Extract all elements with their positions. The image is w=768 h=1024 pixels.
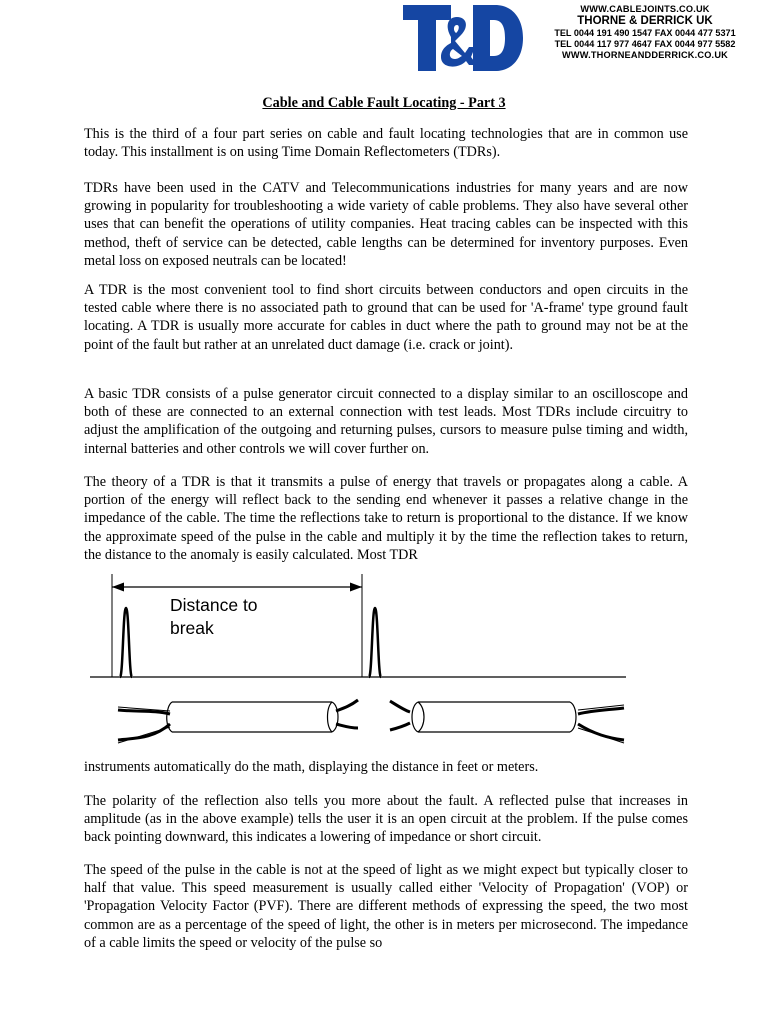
distance-label-line-1: Distance to (170, 595, 258, 615)
reflected-pulse (369, 608, 381, 677)
paragraph-4: A basic TDR consists of a pulse generator circuit connected to a display similar to an oscilloscope and both of these are connected to an external connection with test leads. Most TDRs include circuitry to adjust the amplification of the outgoing and returning pulses, cursors to measure pulse timing and width, internal batteries and other controls we will cover further on. (84, 386, 688, 457)
website-link-cablejoints[interactable]: WWW.CABLEJOINTS.CO.UK (580, 4, 710, 14)
paragraph-7: The polarity of the reflection also tells you more about the fault. A reflected pulse that increases in amplitude (as in the above example) tells the user it is an open circuit at the problem. If the pulse comes back pointing downward, this indicates a lowering of impedance or short circuit. (84, 793, 688, 846)
paragraph-1: This is the third of a four part series on cable and fault locating technologies that are in common use today. This installment is on using Time Domain Reflectometers (TDRs). (84, 126, 688, 161)
broken-wires-left (336, 700, 358, 728)
arrow-head-right (350, 583, 362, 592)
document-title: Cable and Cable Fault Locating - Part 3 (262, 95, 506, 111)
paragraph-3: A TDR is the most convenient tool to find short circuits between conductors and open circuits in the tested cable where there is no associated path to ground that can be used for 'A-frame' type ground fault locating. A TDR is usually more accurate for cables in duct where the path to ground may not be at the point of the fault but rather at an unrelated duct damage (i.e. crack or joint). (84, 282, 688, 353)
td-logo (403, 5, 523, 73)
phone-fax-line-2: TEL 0044 117 977 4647 FAX 0044 977 5582 (554, 39, 736, 49)
transmitted-pulse (120, 608, 132, 677)
paragraph-8: The speed of the pulse in the cable is not at the speed of light as we might expect but typically closer to half that value. This speed measurement is usually called either 'Velocity of Propagation' (VOP) or 'Propagation Velocity Factor (PVF). There are different methods of expressing the speed, the two most common are as a percentage of the speed of light, the other is in meters per microsecond. The impedance of a cable limits the speed or velocity of the pulse so (84, 862, 688, 951)
cable-left-segment (167, 702, 338, 732)
tdr-pulse-diagram (88, 568, 628, 756)
phone-fax-line-1: TEL 0044 191 490 1547 FAX 0044 477 5371 (554, 28, 736, 38)
contact-info (536, 4, 754, 61)
paragraph-5: The theory of a TDR is that it transmits a pulse of energy that travels or propagates along a cable. A portion of the energy will reflect back to the sending end whenever it passes a relative change in the impedance of the cable. The time the reflections take to return is proportional to the distance. If we know the approximate speed of the pulse in the cable and multiply it by the time the reflection takes to return, the distance to the anomaly is easily calculated. Most TDR (84, 474, 688, 563)
paragraph-2: TDRs have been used in the CATV and Telecommunications industries for many years and are now growing in popularity for troubleshooting a wide variety of cable problems. They also have several other uses that can benefit the operations of utility companies. Heat tracing cables can be inspected with this method, theft of service can be detected, cable lengths can be determined for inventory purposes. Even metal loss on exposed neutrals can be located! (84, 180, 688, 269)
cable-right-segment (412, 702, 576, 732)
broken-wires-right (390, 701, 410, 730)
arrow-head-left (112, 583, 124, 592)
paragraph-6: instruments automatically do the math, displaying the distance in feet or meters. (84, 759, 539, 775)
website-link-thorneandderrick[interactable]: WWW.THORNEANDDERRICK.CO.UK (562, 50, 728, 60)
company-name: THORNE & DERRICK UK (577, 15, 713, 27)
distance-label-line-2: break (170, 618, 214, 638)
